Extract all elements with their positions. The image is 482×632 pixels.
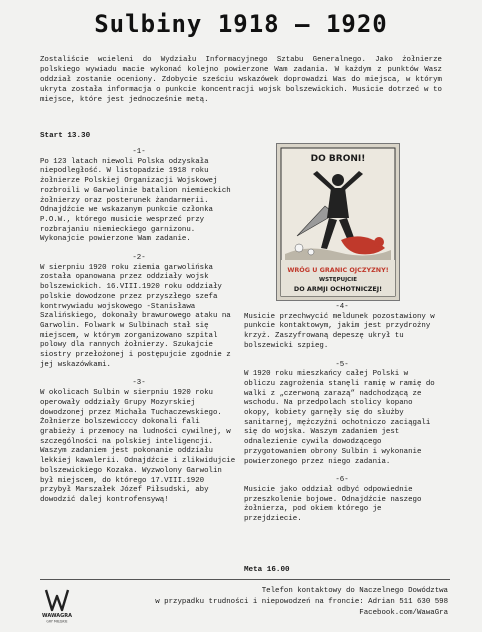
section-3 — [40, 379, 238, 505]
propaganda-poster-image — [276, 143, 400, 301]
finish-time: Meta 16.00 — [244, 566, 290, 574]
footer-contact-phone: w przypadku trudności i niepowodzeń na froncie: Adrian 511 630 598 — [155, 598, 448, 606]
section-text: W sierpniu 1920 roku ziemia garwolińska została opanowana przez oddziały wojsk bolszewickich. 16.VIII.1920 roku oddziały polskie dowodzone przez przyszłego szefa kontrwywiadu wojskowego -Stanisława Szalińskiego, dokonały brawurowego ataku na Garwolin. Folwark w Sulbinach stał się miejscem, w którym zorganizowano szpital polowy dla rannych żołnierzy. Szukajcie siostry przełożonej i postępujcie zgodnie z jej wskazówkami. — [40, 263, 231, 369]
page-title: Sulbiny 1918 – 1920 — [94, 10, 388, 38]
start-time: Start 13.30 — [40, 132, 91, 140]
section-text: Po 123 latach niewoli Polska odzyskała niepodległość. W listopadzie 1918 roku żołnierze Polskiej Organizacji Wojskowej rozbroili w Garwolinie batalion niemieckich żołnierzy oraz posterunek żandarmerii. Odnajdźcie we wskazanym punkcie członka P.O.W., którego musicie wesprzeć przy rozbrajaniu niemieckiego garnizonu. Wykonajcie powierzone Wam zadanie. — [40, 157, 231, 244]
logo-text: WAWAGRA — [42, 613, 72, 619]
section-text: Musicie jako oddział odbyć odpowiednie przeszkolenie bojowe. Odnajdźcie naszego żołnierza, pod okiem którego je przejdziecie. — [244, 485, 422, 524]
left-column — [40, 148, 238, 506]
footer-contact-heading: Telefon kontaktowy do Naczelnego Dowództwa — [261, 587, 448, 595]
section-number: -4- — [335, 303, 349, 311]
section-number: -2- — [132, 254, 146, 263]
poster-bottom-line-2: WSTĘPUJCIE — [319, 277, 357, 283]
logo-subtext: GRY MIEJSKIE — [46, 619, 68, 624]
poster-top-text: DO BRONI! — [310, 154, 366, 164]
footer-facebook-link[interactable]: Facebook.com/WawaGra — [359, 609, 448, 617]
section-number: -6- — [335, 476, 349, 485]
footer — [88, 586, 448, 619]
footer-divider — [40, 579, 450, 580]
section-5 — [244, 361, 440, 468]
section-text: W 1920 roku mieszkańcy całej Polski w obliczu zagrożenia stanęli ramię w ramię do walki z „czerwoną zarazą” nadchodzącą ze wschodu. Na przedpolach stolicy kopano okopy, kobiety garnęły się do służby sanitarnej, mężczyźni ochotniczo zaciągali się do wojska. Waszym zadaniem jest odnalezienie cywila dowodzącego przygotowaniem obrony Sulbin i wykonanie powierzonego przez niego zadania. — [244, 370, 435, 466]
section-number: -1- — [132, 148, 146, 156]
section-text: W okolicach Sulbin w sierpniu 1920 roku operowały oddziały Grupy Mozyrskiej dowodzonej przez Michała Tuchaczewskiego. Żołnierze bolszewicccy dokonali fali grabieży i przemocy na ludności cywilnej, w szczególności na polskiej inteligencji. Waszym zadaniem jest pokonanie oddziału lekkiej kawalerii. Odnajdźcie i zlikwidujcie bolszewickiego Kozaka. Wyzwolony Garwolin był miejscem, do którego 17.VIII.1920 przybył Marszałek Józef Piłsudski, aby dowodzić dalej kontrofensywą! — [40, 389, 236, 504]
section-number: -5- — [335, 360, 349, 369]
poster-bottom-line-1: WRÓG U GRANIC OJCZYZNY! — [287, 266, 389, 274]
section-4 — [244, 303, 440, 352]
section-2 — [40, 254, 238, 370]
right-column — [244, 303, 440, 525]
wawagra-logo — [40, 584, 74, 624]
poster-bottom-line-3: DO ARMJI OCHOTNICZEJ! — [293, 285, 383, 293]
section-6 — [244, 476, 440, 525]
section-text: Musicie przechwycić meldunek pozostawiony w punkcie kontaktowym, jakim jest przydrożny krzyż. Zaszyfrowaną depeszę ukrył tu bolszewicki szpieg. — [244, 312, 435, 350]
section-1 — [40, 148, 238, 245]
intro-paragraph: Zostaliście wcieleni do Wydziału Informacyjnego Sztabu Generalnego. Jako żołnierze polskiego wywiadu macie wykonać kolejno powierzone Wam zadania. W każdym z punktów Wasz oddział zostanie oceniony. Zdobycie sześciu wskazówek doprowadzi Was do miejsca, w którym ukryta została informacja o punkcie koncentracji wojsk bolszewickich. Musicie dotrzeć w to miejsce, które jest jednocześnie metą. — [40, 56, 442, 104]
section-number: -3- — [132, 379, 146, 388]
